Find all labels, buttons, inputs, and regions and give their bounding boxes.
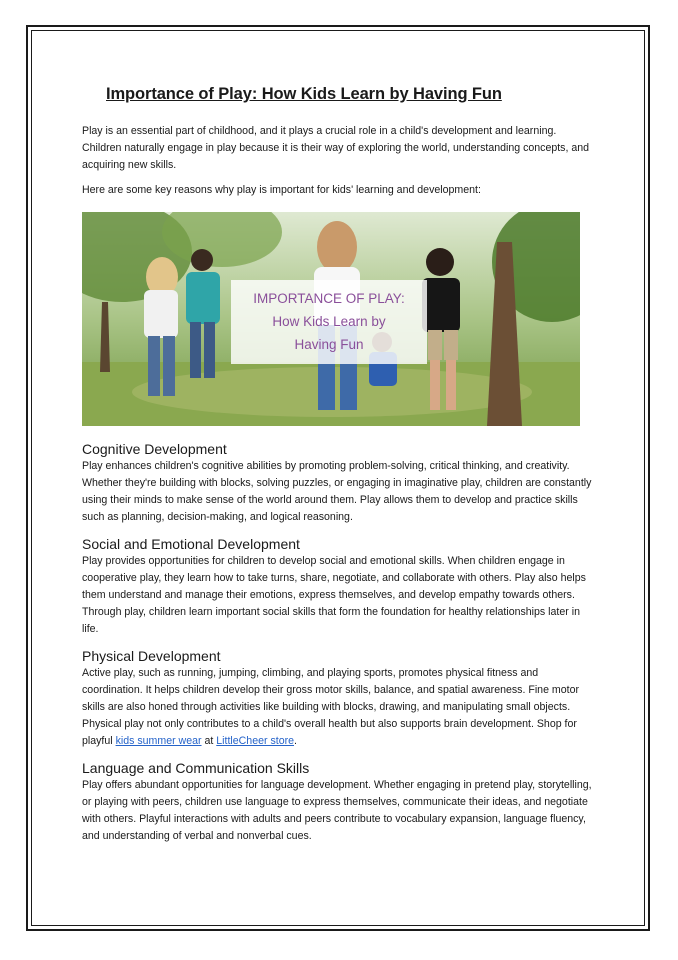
section-heading: Language and Communication Skills <box>82 760 310 777</box>
hero-overlay-line2: How Kids Learn by <box>272 314 386 330</box>
section-physical <box>82 647 598 749</box>
section-language <box>82 759 598 844</box>
section-cognitive <box>82 440 598 525</box>
section-body: Play offers abundant opportunities for language development. Whether engaging in pretend play, storytelling, or playing with peers, children use language to express themselves, communicate their ideas, and negotiate with others. Playful interactions with adults and peers contribute to vocabulary expansion, language fluency, and understanding of verbal and nonverbal cues. <box>82 779 592 842</box>
section-heading: Physical Development <box>82 648 221 665</box>
hero-illustration <box>82 212 580 426</box>
sentence-end: . <box>294 734 297 747</box>
intro-paragraph: Play is an essential part of childhood, and it plays a crucial role in a child's development and learning. Children naturally engage in play because it is their way of exploring the world, understanding concepts, and acquiring new skills. <box>82 125 590 171</box>
hero-overlay-line1: IMPORTANCE OF PLAY: <box>253 291 405 307</box>
section-body: Play provides opportunities for children to develop social and emotional skills. When children engage in cooperative play, they learn how to take turns, share, negotiate, and collaborate with others. Play also helps them understand and manage their emotions, express themselves, and develop empathy towards others. Through play, children learn important social skills that form the foundation for healthy relationships later in life. <box>82 555 586 635</box>
section-body: Play enhances children's cognitive abilities by promoting problem-solving, critical thinking, and creativity. Whether they're building with blocks, solving puzzles, or engaging in imaginative play, children are constantly using their minds to make sense of the world around them. Play allows them to develop and practice skills such as planning, decision-making, and logical reasoning. <box>82 460 592 523</box>
link-connector: at <box>204 734 214 747</box>
section-heading: Social and Emotional Development <box>82 536 300 553</box>
section-body-with-links <box>82 665 598 749</box>
littlecheer-store-link[interactable]: LittleCheer store <box>216 734 295 747</box>
kids-summer-wear-link[interactable]: kids summer wear <box>115 734 202 747</box>
page-title: Importance of Play: How Kids Learn by Having Fun <box>106 85 502 103</box>
intro-lead-in: Here are some key reasons why play is important for kids' learning and development: <box>82 184 481 197</box>
section-social-emotional <box>82 535 598 637</box>
section-body: Active play, such as running, jumping, climbing, and playing sports, promotes physical fitness and coordination. It helps children develop their gross motor skills, balance, and spatial awareness. Fine motor skills are also honed through activities like building with blocks, drawing, and manipulating small objects. Physical play not only contributes to a child's overall health but also supports brain development. Shop for playful <box>82 667 579 747</box>
section-heading: Cognitive Development <box>82 441 227 458</box>
document-body <box>82 84 598 845</box>
hero-overlay-line3: Having Fun <box>294 337 364 353</box>
hero-image <box>82 212 580 426</box>
